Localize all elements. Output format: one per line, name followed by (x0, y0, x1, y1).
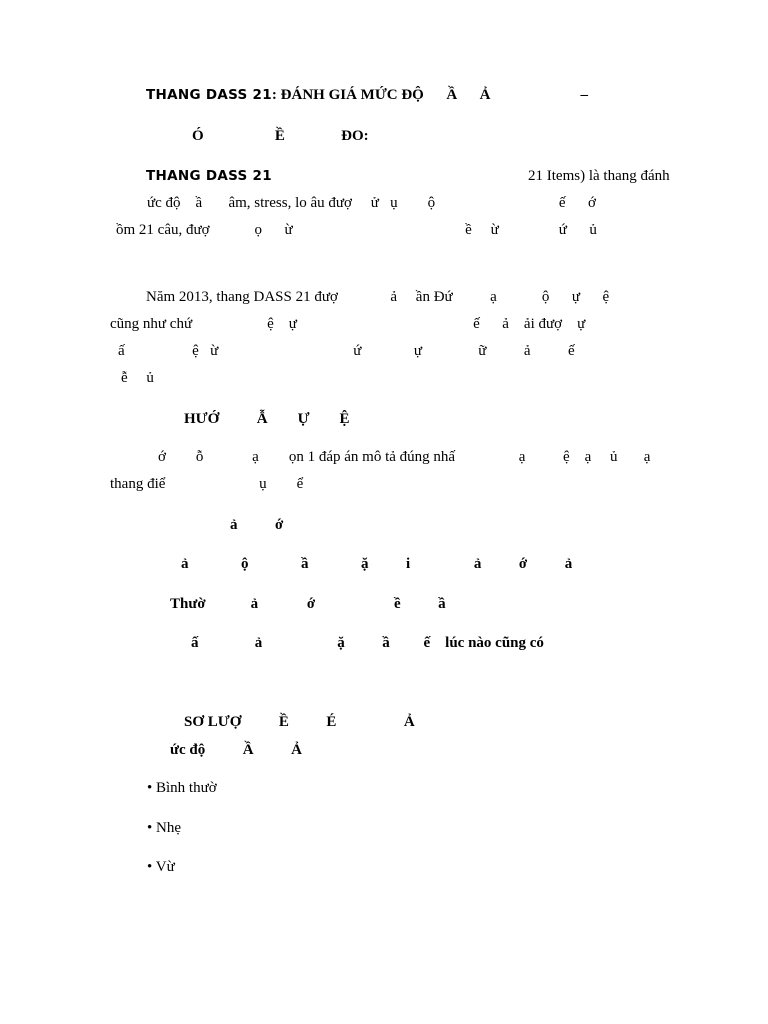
guide-line-2: thang điể ụ ể (110, 476, 304, 492)
doc-title-scale-name: THANG DASS 21 (146, 87, 272, 103)
doc-title-rest: : ĐÁNH GIÁ MỨC ĐỘ Ầ Ả – (271, 87, 589, 103)
section-heading-measure: Ó Ề ĐO: (192, 128, 369, 144)
results-heading: SƠ LƯỢ Ề É Ả (184, 714, 415, 730)
scale-item-0: ả ớ (230, 517, 284, 533)
intro-line-3: ồm 21 câu, đượ ọ ừ ề ừ ứ ủ (116, 222, 597, 238)
intro-label: THANG DASS 21 (146, 168, 272, 184)
results-subheading: ức độ Ầ Ả (170, 742, 302, 758)
scale-item-2: Thườ ả ớ ề ầ (170, 596, 446, 612)
history-line-4: ễ ủ (121, 370, 154, 386)
scale-item-3: ấ ả ặ ầ ế lúc nào cũng có (191, 635, 544, 651)
intro-line-1-right: 21 Items) là thang đánh (528, 168, 670, 184)
results-level-moderate: • Vừ (147, 859, 175, 875)
history-line-1: Năm 2013, thang DASS 21 đượ ả ần Đứ ạ ộ ự ệ (146, 289, 610, 305)
history-line-2: cũng như chứ ệ ự ế ả ải đượ ự (110, 316, 586, 332)
results-level-normal: • Bình thườ (147, 780, 217, 796)
results-level-mild: • Nhẹ (147, 820, 181, 836)
scale-item-1: ả ộ ầ ặ i ả ớ ả (181, 556, 573, 572)
history-line-3: ấ ệ ừ ứ ự ữ ả ế (118, 343, 575, 359)
intro-line-2: ức độ ầ âm, stress, lo âu đượ ử ụ ộ ế ớ (147, 195, 596, 211)
doc-title (146, 86, 588, 104)
guide-heading: HƯỚ Ẫ Ự Ệ (184, 411, 350, 427)
guide-line-1: ớ ỗ ạ ọn 1 đáp án mô tả đúng nhấ ạ ệ ạ ủ ạ (158, 449, 651, 465)
